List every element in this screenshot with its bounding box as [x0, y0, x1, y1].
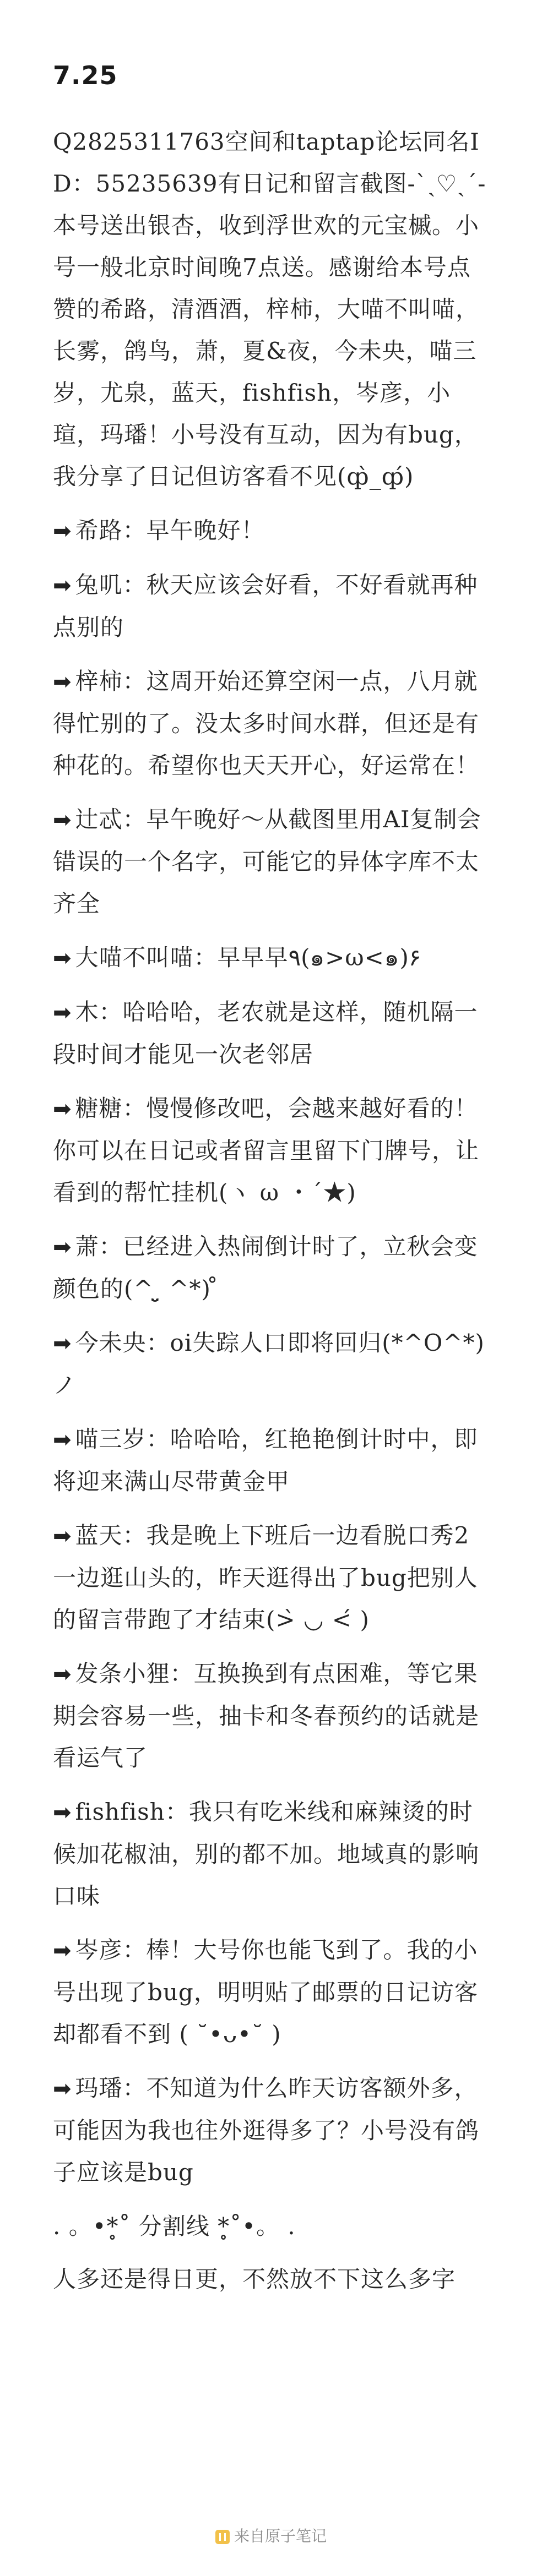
reply-text: 慢慢修改吧，会越来越好看的！你可以在日记或者留言里留下门牌号，让看到的帮忙挂机(ヽ ω ・´★): [53, 1095, 480, 1206]
arrow-right-icon: ➡: [53, 807, 72, 833]
reply-text: 我是晚上下班后一边看脱口秀2一边逛山头的，昨天逛得出了bug把别人的留言带跑了才结束(>̀ ◡ <́ ): [53, 1522, 478, 1633]
arrow-right-icon: ➡: [53, 519, 72, 544]
reply-item: [53, 1653, 492, 1779]
note-intro: Q2825311763空间和taptap论坛同名ID：55235639有日记和留言截图-ˋˏ♡ˎˊ-本号送出银杏，收到浮世欢的元宝槭。小号一般北京时间晚7点送。感谢给本号点赞的希路，清酒酒，梓柿，大喵不叫喵，长雾，鸽鸟，萧，夏&夜，今未央，喵三岁，尤泉，蓝天，fishfish，岑彦，小瑄，玛璠！小号没有互动，因为有bug，我分享了日记但访客看不见(ȹ̀_ȹ́): [53, 128, 486, 490]
reply-name: 岑彦: [75, 1936, 123, 1963]
reply-colon: ：: [122, 668, 147, 695]
reply-text: 秋天应该会好看，不好看就再种点别的: [53, 571, 478, 641]
arrow-right-icon: ➡: [53, 2076, 72, 2102]
reply-item: [53, 799, 492, 925]
reply-colon: ：: [122, 571, 147, 598]
arrow-right-icon: ➡: [53, 1662, 72, 1687]
footer: [0, 2524, 542, 2546]
reply-colon: ：: [122, 517, 147, 544]
reply-name: 木: [75, 998, 99, 1025]
reply-colon: ：: [122, 1095, 147, 1122]
reply-text: 早午晚好～从截图里用AI复制会错误的一个名字，可能它的异体字库不太齐全: [53, 806, 481, 917]
reply-colon: ：: [165, 1798, 189, 1825]
reply-name: 糖糖: [75, 1095, 123, 1122]
closing-text: 人多还是得日更，不然放不下这么多字: [53, 2266, 456, 2293]
reply-text: 哈哈哈，红艳艳倒计时中，即将迎来满山尽带黄金甲: [53, 1426, 478, 1495]
reply-colon: ：: [122, 1936, 147, 1963]
reply-name: 大喵不叫喵: [75, 944, 194, 971]
reply-list: [53, 510, 492, 2193]
section-divider: . 。•*̥˚ 分割线 *̥˚•。 .: [53, 2213, 296, 2240]
reply-name: 梓柿: [75, 668, 123, 695]
reply-item: [53, 937, 492, 979]
reply-text: 这周开始还算空闲一点，八月就得忙别的了。没太多时间水群，但还是有种花的。希望你也天天开心，好运常在！: [53, 668, 480, 779]
reply-item: [53, 1929, 492, 2055]
reply-item: [53, 661, 492, 787]
reply-colon: ：: [122, 806, 147, 833]
reply-text: 棒！大号你也能飞到了。我的小号出现了bug，明明贴了邮票的日记访客却都看不到 ( ˘•ᴗ•˘ ): [53, 1936, 478, 2048]
reply-name: 兔叽: [75, 571, 123, 598]
reply-item: [53, 1226, 492, 1310]
note-date: 7.25: [53, 61, 118, 90]
reply-name: 辻忒: [75, 806, 123, 833]
reply-name: fishfish: [75, 1798, 165, 1825]
app-logo-icon: [215, 2530, 230, 2544]
arrow-right-icon: ➡: [53, 1800, 72, 1825]
reply-colon: ：: [122, 1522, 147, 1549]
reply-colon: ：: [146, 1426, 170, 1453]
reply-name: 玛璠: [75, 2075, 123, 2102]
arrow-right-icon: ➡: [53, 1524, 72, 1549]
reply-colon: ：: [99, 998, 123, 1025]
arrow-right-icon: ➡: [53, 1096, 72, 1122]
reply-colon: ：: [170, 1660, 194, 1687]
reply-item: [53, 1791, 492, 1917]
reply-item: [53, 1088, 492, 1214]
reply-text: 互换换到有点困难，等它果期会容易一些，抽卡和冬春预约的话就是看运气了: [53, 1660, 480, 1771]
arrow-right-icon: ➡: [53, 669, 72, 695]
reply-item: [53, 1515, 492, 1641]
reply-item: [53, 991, 492, 1076]
reply-name: 喵三岁: [75, 1426, 147, 1453]
arrow-right-icon: ➡: [53, 1331, 72, 1356]
reply-colon: ：: [193, 944, 218, 971]
reply-item: [53, 510, 492, 552]
reply-colon: ：: [122, 2075, 147, 2102]
reply-name: 今未央: [75, 1329, 147, 1356]
reply-item: [53, 564, 492, 648]
reply-name: 萧: [75, 1233, 99, 1260]
reply-item: [53, 1418, 492, 1503]
reply-text: oi失踪人口即将回归(*^O^*)ノ: [53, 1329, 485, 1399]
arrow-right-icon: ➡: [53, 573, 72, 598]
arrow-right-icon: ➡: [53, 1938, 72, 1963]
reply-text: 不知道为什么昨天访客额外多，可能因为我也往外逛得多了？小号没有鸽子应该是bug: [53, 2075, 480, 2186]
arrow-right-icon: ➡: [53, 1235, 72, 1260]
reply-name: 希路: [75, 517, 123, 544]
reply-name: 蓝天: [75, 1522, 123, 1549]
reply-item: [53, 1322, 492, 1406]
reply-name: 发条小狸: [75, 1660, 170, 1687]
reply-text: 哈哈哈，老农就是这样，随机隔一段时间才能见一次老邻居: [53, 998, 478, 1068]
reply-item: [53, 2067, 492, 2193]
arrow-right-icon: ➡: [53, 1000, 72, 1025]
reply-text: 已经进入热闹倒计时了，立秋会变颜色的(^ ̤̮ ^*) ̊: [53, 1233, 478, 1302]
footer-text: 来自原子笔记: [234, 2527, 327, 2545]
reply-colon: ：: [146, 1329, 170, 1356]
arrow-right-icon: ➡: [53, 946, 72, 971]
reply-text: 早午晚好！: [146, 517, 265, 544]
reply-text: 我只有吃米线和麻辣烫的时候加花椒油，别的都不加。地域真的影响口味: [53, 1798, 480, 1909]
reply-colon: ：: [99, 1233, 123, 1260]
arrow-right-icon: ➡: [53, 1427, 72, 1453]
reply-text: 早早早٩(๑>ω<๑)۶: [217, 944, 421, 971]
